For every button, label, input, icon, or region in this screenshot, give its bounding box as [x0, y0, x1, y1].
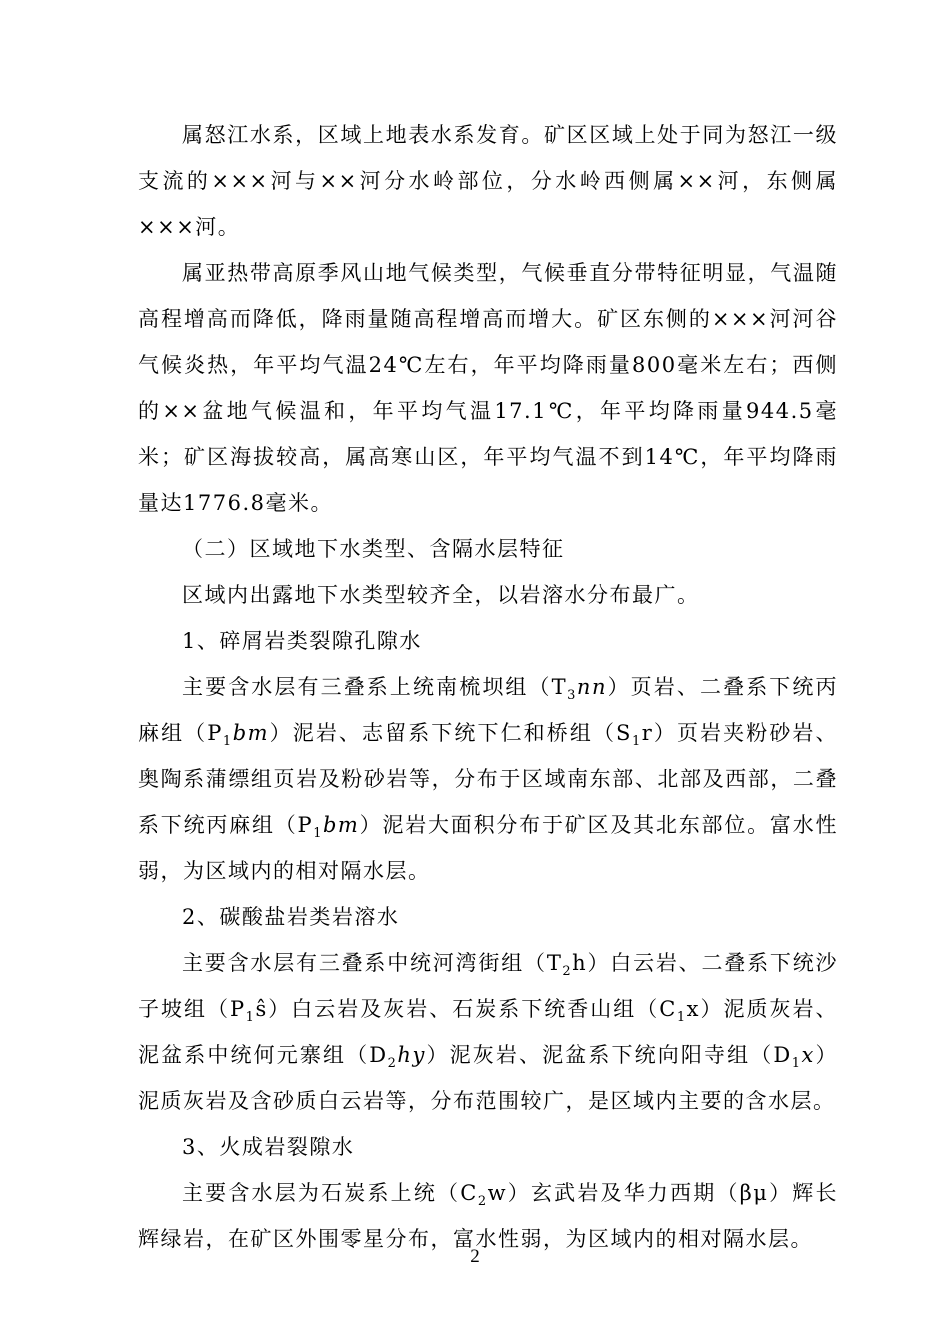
paragraph-karst-water: 主要含水层有三叠系中统河湾街组$(T_2h)$白云岩、二叠系下统沙子坡组$(P_1ŝ)$白云岩及灰岩、石炭系下统香山组$(C_1x)$泥质灰岩、泥盆系中统何元寨组$(D_2hy)$泥灰岩、泥盆系下统向阳寺组$(D_1x)$泥质灰岩及含砂质白云岩等，分布范围较广，是区域内主要的含水层。 [138, 951, 839, 1113]
body-text [138, 112, 838, 1262]
subheading-igneous-water: 3、火成岩裂隙水 [182, 1135, 355, 1159]
paragraph-climate: 属亚热带高原季风山地气候类型，气候垂直分带特征明显，气温随高程增高而降低，降雨量随高程增高而增大。矿区东侧的×××河河谷气候炎热，年平均气温24℃左右，年平均降雨量800毫米左右；西侧的××盆地气候温和，年平均气温17.1℃，年平均降雨量944.5毫米；矿区海拔较高，属高寒山区，年平均气温不到14℃，年平均降雨量达1776.8毫米。 [138, 261, 838, 515]
paragraph-water-system: 属怒江水系，区域上地表水系发育。矿区区域上处于同为怒江一级支流的×××河与××河分水岭部位，分水岭西侧属××河，东侧属×××河。 [138, 123, 838, 239]
subheading-clastic-water: 1、碎屑岩类裂隙孔隙水 [182, 629, 422, 653]
page-number: 2 [470, 1246, 480, 1267]
section-heading-groundwater: （二）区域地下水类型、含隔水层特征 [182, 537, 565, 561]
paragraph-clastic-water: 主要含水层有三叠系上统南梳坝组$(T_3nn)$页岩、二叠系下统丙麻组$(P_1bm)$泥岩、志留系下统下仁和桥组$(S_1r)$页岩夹粉砂岩、奥陶系蒲缥组页岩及粉砂岩等，分布于区域南东部、北部及西部，二叠系下统丙麻组$(P_1bm)$泥岩大面积分布于矿区及其北东部位。富水性弱，为区域内的相对隔水层。 [138, 675, 839, 883]
paragraph-groundwater-intro: 区域内出露地下水类型较齐全，以岩溶水分布最广。 [182, 583, 700, 607]
paragraph-igneous-water: 主要含水层为石炭系上统$(C_2w)$玄武岩及华力西期（βμ）辉长辉绿岩，在矿区外围零星分布，富水性弱，为区域内的相对隔水层。 [138, 1181, 838, 1251]
subheading-karst-water: 2、碳酸盐岩类岩溶水 [182, 905, 400, 929]
